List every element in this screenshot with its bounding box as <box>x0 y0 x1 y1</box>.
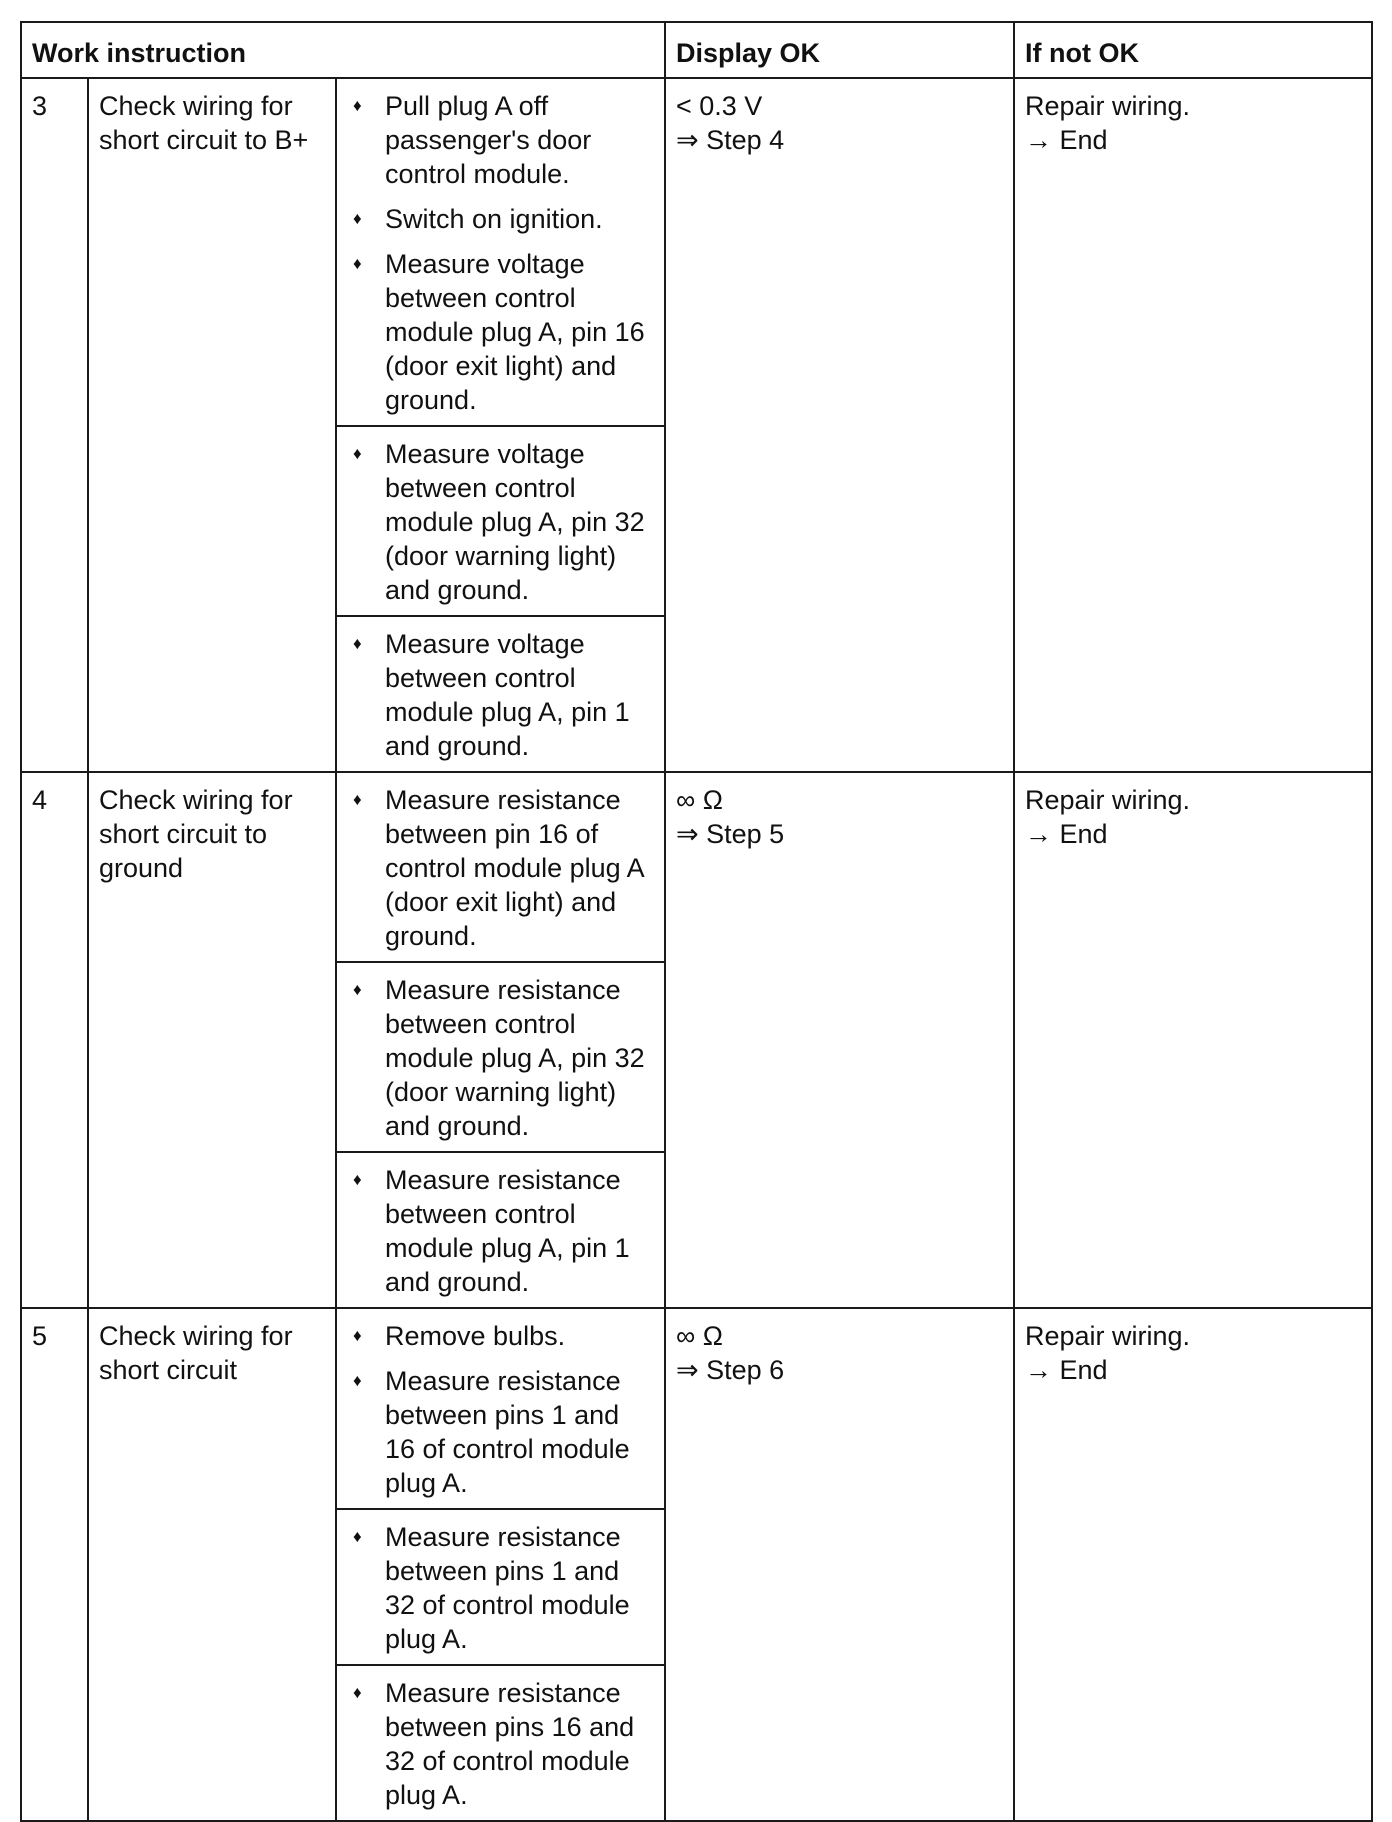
header-row <box>21 22 1372 78</box>
instruction-group <box>336 1308 665 1509</box>
bullet-icon: ♦ <box>353 209 362 228</box>
instruction-group <box>336 1509 665 1665</box>
header-work-instruction: Work instruction <box>21 22 665 78</box>
instruction-item <box>347 1364 654 1500</box>
header-if-not-ok: If not OK <box>1014 22 1372 78</box>
display-ok-value: ∞ Ω <box>676 1321 723 1351</box>
step-number: 3 <box>21 78 88 772</box>
instruction-item <box>347 973 654 1143</box>
instruction-group <box>336 78 665 426</box>
if-not-ok-result: → End <box>1025 819 1108 849</box>
step-row <box>21 78 1372 426</box>
if-not-ok-cell <box>1014 772 1372 1308</box>
display-ok-next-step: ⇒ Step 5 <box>676 819 785 849</box>
bullet-icon: ♦ <box>353 634 362 653</box>
instruction-item <box>347 1676 654 1812</box>
instruction-item <box>347 437 654 607</box>
instruction-text: Measure voltage between control module plug A, pin 16 (door exit light) and ground. <box>385 249 645 415</box>
bullet-icon: ♦ <box>353 96 362 115</box>
instruction-item <box>347 89 654 191</box>
instruction-item <box>347 247 654 417</box>
bullet-icon: ♦ <box>353 1371 362 1390</box>
bullet-icon: ♦ <box>353 790 362 809</box>
display-ok-value: < 0.3 V <box>676 91 763 121</box>
instruction-item <box>347 1520 654 1656</box>
display-ok-cell <box>665 78 1014 772</box>
if-not-ok-result: → End <box>1025 125 1108 155</box>
if-not-ok-result: → End <box>1025 1355 1108 1385</box>
instruction-text: Remove bulbs. <box>385 1321 566 1351</box>
instruction-item <box>347 1163 654 1299</box>
bullet-icon: ♦ <box>353 254 362 273</box>
step-number: 4 <box>21 772 88 1308</box>
instruction-group <box>336 616 665 772</box>
work-instruction-table <box>20 21 1373 1822</box>
step-check: Check wiring for short circuit to B+ <box>88 78 336 772</box>
if-not-ok-action: Repair wiring. <box>1025 1321 1191 1351</box>
if-not-ok-action: Repair wiring. <box>1025 91 1191 121</box>
bullet-icon: ♦ <box>353 1326 362 1345</box>
instruction-group <box>336 426 665 616</box>
if-not-ok-cell <box>1014 1308 1372 1821</box>
instruction-group <box>336 772 665 962</box>
instruction-text: Measure voltage between control module plug A, pin 1 and ground. <box>385 629 630 761</box>
instruction-group <box>336 1665 665 1821</box>
instruction-text: Measure resistance between pins 1 and 32 of control module plug A. <box>385 1522 630 1654</box>
header-display-ok: Display OK <box>665 22 1014 78</box>
step-number: 5 <box>21 1308 88 1821</box>
if-not-ok-cell <box>1014 78 1372 772</box>
instruction-group <box>336 962 665 1152</box>
bullet-icon: ♦ <box>353 1527 362 1546</box>
step-row <box>21 772 1372 962</box>
instruction-text: Measure resistance between pins 16 and 32 of control module plug A. <box>385 1678 635 1810</box>
bullet-icon: ♦ <box>353 1170 362 1189</box>
instruction-item <box>347 202 654 236</box>
display-ok-value: ∞ Ω <box>676 785 723 815</box>
display-ok-cell <box>665 1308 1014 1821</box>
bullet-icon: ♦ <box>353 1683 362 1702</box>
instruction-text: Measure resistance between control module plug A, pin 1 and ground. <box>385 1165 630 1297</box>
display-ok-next-step: ⇒ Step 4 <box>676 125 785 155</box>
instruction-text: Measure resistance between pins 1 and 16 of control module plug A. <box>385 1366 630 1498</box>
display-ok-cell <box>665 772 1014 1308</box>
instruction-group <box>336 1152 665 1308</box>
instruction-item <box>347 627 654 763</box>
instruction-item <box>347 1319 654 1353</box>
bullet-icon: ♦ <box>353 980 362 999</box>
step-row <box>21 1308 1372 1509</box>
if-not-ok-action: Repair wiring. <box>1025 785 1191 815</box>
step-check: Check wiring for short circuit <box>88 1308 336 1821</box>
step-check: Check wiring for short circuit to ground <box>88 772 336 1308</box>
instruction-text: Pull plug A off passenger's door control module. <box>385 91 592 189</box>
instruction-text: Measure voltage between control module plug A, pin 32 (door warning light) and ground. <box>385 439 645 605</box>
instruction-text: Measure resistance between pin 16 of control module plug A (door exit light) and ground. <box>385 785 644 951</box>
instruction-text: Measure resistance between control module plug A, pin 32 (door warning light) and ground. <box>385 975 645 1141</box>
instruction-text: Switch on ignition. <box>385 204 603 234</box>
display-ok-next-step: ⇒ Step 6 <box>676 1355 785 1385</box>
instruction-item <box>347 783 654 953</box>
bullet-icon: ♦ <box>353 444 362 463</box>
